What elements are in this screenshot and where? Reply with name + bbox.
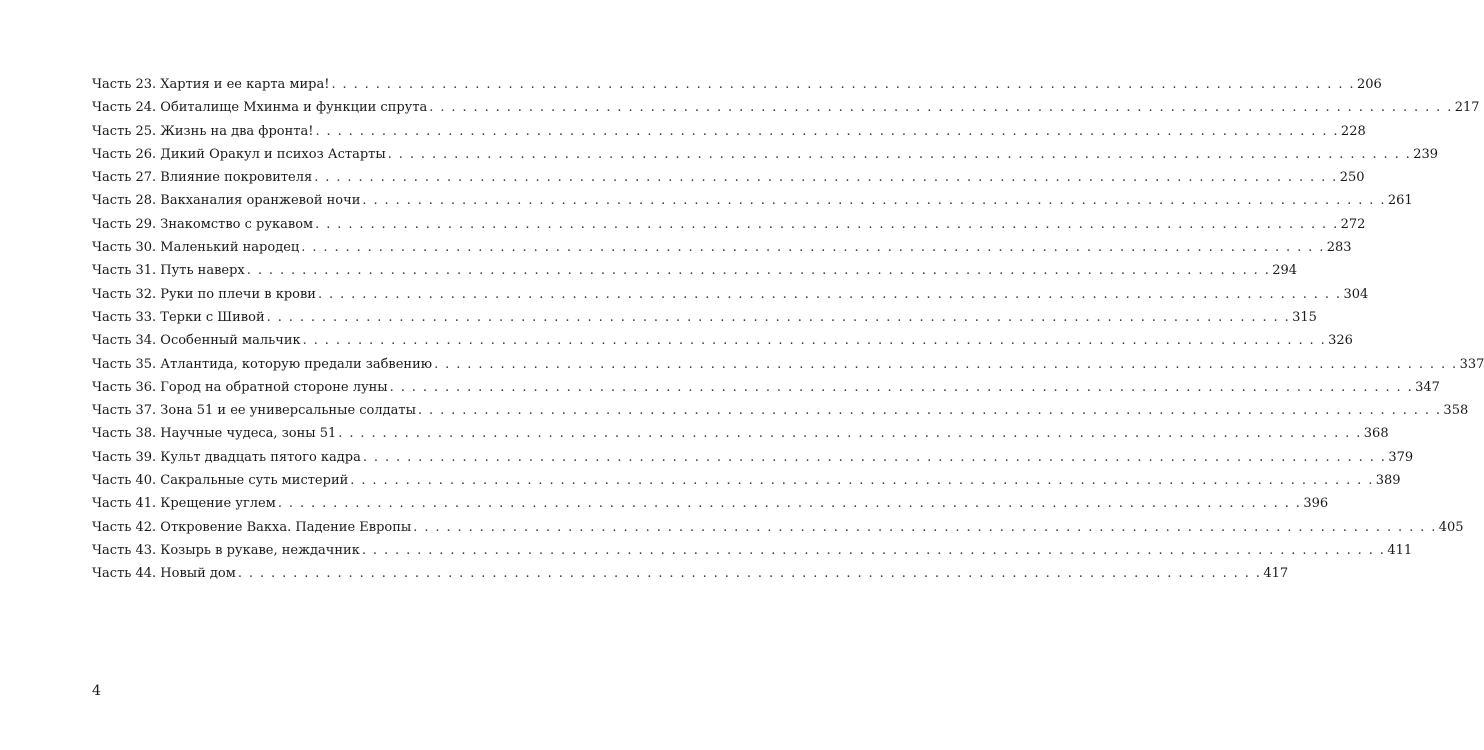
toc-entry-title: Часть 32. Руки по плечи в крови — [92, 286, 316, 302]
toc-entry-title: Часть 39. Культ двадцать пятого кадра — [92, 449, 361, 465]
page-number: 4 — [92, 683, 101, 699]
toc-entry — [92, 422, 1389, 445]
toc-entry — [92, 283, 1369, 306]
toc-entry — [92, 189, 1413, 212]
toc-entry — [92, 492, 1329, 515]
toc-entry-page: 217 — [1454, 100, 1480, 116]
toc-entry — [92, 539, 1413, 562]
toc-entry-title: Часть 27. Влияние покровителя — [92, 170, 313, 186]
toc-entry-title: Часть 31. Путь наверх — [92, 263, 245, 279]
toc-entry — [92, 96, 1480, 119]
toc-entry-title: Часть 36. Город на обратной стороне луны — [92, 379, 388, 395]
toc-entry-page: 250 — [1339, 170, 1365, 186]
toc-entry-title: Часть 41. Крещение углем — [92, 496, 276, 512]
toc-entry-page: 294 — [1272, 263, 1298, 279]
toc-entry-page: 228 — [1340, 123, 1366, 139]
toc-dot-leader — [363, 446, 1386, 469]
toc-entry — [92, 259, 1298, 282]
toc-dot-leader — [315, 213, 1338, 236]
table-of-contents — [92, 73, 1484, 586]
toc-entry-page: 405 — [1438, 519, 1464, 535]
toc-entry-page: 206 — [1356, 77, 1382, 92]
toc-entry-title: Часть 37. Зона 51 и ее универсальные солдаты — [92, 403, 416, 419]
toc-entry-page: 283 — [1326, 240, 1352, 256]
toc-entry-page: 396 — [1303, 496, 1329, 512]
toc-entry-title: Часть 42. Откровение Вакха. Падение Европы — [92, 519, 412, 535]
toc-entry-page: 417 — [1263, 566, 1289, 582]
toc-entry-title: Часть 26. Дикий Оракул и психоз Астарты — [92, 146, 386, 162]
toc-entry-page: 358 — [1443, 403, 1469, 419]
toc-entry — [92, 516, 1464, 539]
toc-entry-page: 368 — [1363, 426, 1389, 442]
toc-dot-leader — [303, 329, 1326, 352]
toc-dot-leader — [388, 143, 1411, 166]
toc-dot-leader — [314, 166, 1337, 189]
toc-entry — [92, 143, 1439, 166]
toc-entry-page: 315 — [1292, 309, 1317, 325]
toc-dot-leader — [315, 120, 1338, 143]
toc-entry-title: Часть 35. Атлантида, которую предали забвению — [92, 356, 433, 372]
toc-entry-title: Часть 30. Маленький народец — [92, 240, 300, 256]
toc-entry-title: Часть 44. Новый дом — [92, 566, 236, 582]
toc-entry-title: Часть 23. Хартия и ее карта мира! — [92, 77, 330, 92]
toc-entry — [92, 446, 1414, 469]
toc-entry-page: 411 — [1387, 542, 1413, 558]
toc-entry — [92, 329, 1353, 352]
toc-dot-leader — [238, 562, 1261, 585]
toc-dot-leader — [247, 259, 1270, 282]
toc-entry — [92, 562, 1289, 585]
toc-entry — [92, 376, 1440, 399]
toc-dot-leader — [429, 96, 1452, 119]
toc-entry-page: 337 — [1459, 356, 1484, 372]
toc-dot-leader — [301, 236, 1324, 259]
toc-dot-leader — [350, 469, 1373, 492]
toc-entry — [92, 469, 1401, 492]
toc-entry — [92, 306, 1317, 329]
toc-entry — [92, 120, 1366, 143]
toc-entry — [92, 236, 1352, 259]
toc-dot-leader — [413, 516, 1436, 539]
toc-entry — [92, 213, 1366, 236]
toc-entry-title: Часть 34. Особенный мальчик — [92, 333, 301, 349]
toc-entry-title: Часть 33. Терки с Шивой — [92, 309, 265, 325]
toc-entry-title: Часть 28. Вакханалия оранжевой ночи — [92, 193, 361, 209]
toc-entry-page: 261 — [1387, 193, 1413, 209]
toc-dot-leader — [390, 376, 1413, 399]
toc-entry-title: Часть 40. Сакральные суть мистерий — [92, 473, 349, 489]
toc-entry-page: 272 — [1340, 216, 1366, 232]
toc-entry-title: Часть 38. Научные чудеса, зоны 51 — [92, 426, 337, 442]
toc-entry — [92, 399, 1469, 422]
toc-dot-leader — [318, 283, 1341, 306]
toc-entry — [92, 73, 1382, 96]
toc-dot-leader — [362, 539, 1385, 562]
toc-entry-page: 326 — [1328, 333, 1353, 349]
toc-entry — [92, 166, 1365, 189]
toc-entry-title: Часть 29. Знакомство с рукавом — [92, 216, 314, 232]
toc-entry — [92, 353, 1484, 376]
toc-entry-title: Часть 24. Обиталище Мхинма и функции спрута — [92, 100, 428, 116]
toc-entry-page: 379 — [1388, 449, 1414, 465]
toc-entry-page: 347 — [1415, 379, 1440, 395]
toc-dot-leader — [434, 353, 1457, 376]
toc-dot-leader — [267, 306, 1290, 329]
toc-entry-page: 239 — [1413, 146, 1439, 162]
toc-entry-title: Часть 25. Жизнь на два фронта! — [92, 123, 314, 139]
toc-entry-page: 304 — [1343, 286, 1369, 302]
toc-dot-leader — [338, 422, 1361, 445]
toc-dot-leader — [418, 399, 1441, 422]
toc-dot-leader — [278, 492, 1301, 515]
toc-dot-leader — [362, 189, 1385, 212]
toc-entry-page: 389 — [1375, 473, 1401, 489]
toc-entry-title: Часть 43. Козырь в рукаве, неждачник — [92, 542, 360, 558]
toc-dot-leader — [331, 73, 1354, 96]
